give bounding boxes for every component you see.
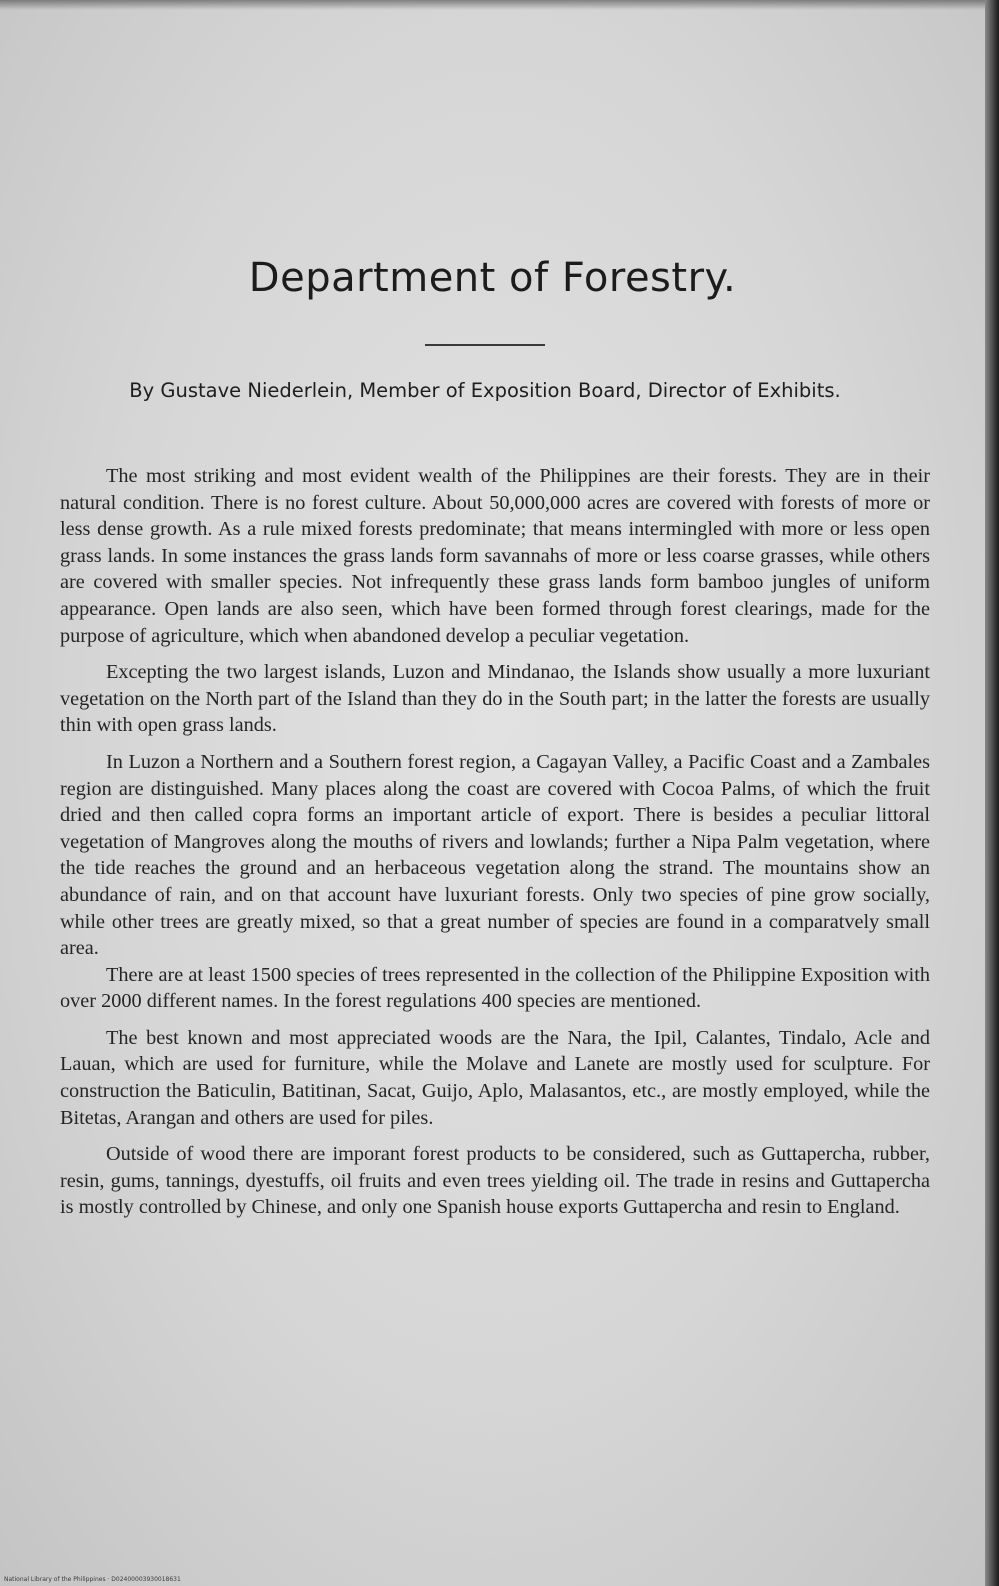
archive-credit: National Library of the Philippines · D02400003930018631 — [4, 1576, 181, 1583]
paragraph-tree-species: There are at least 1500 species of trees represented in the collection of the Philippine Exposition with over 2000 different names. In the forest regulations 400 species are mentioned. — [60, 963, 930, 1013]
paragraph-luzon-regions: In Luzon a Northern and a Southern forest region, a Cagayan Valley, a Pacific Coast and a Zambales region are distinguished. Many places along the coast are covered with Cocoa Palms, of which the fruit dried and then called copra forms an important article of export. There is besides a peculiar littoral vegetation of Mangroves along the mouths of rivers and lowlands; further a Nipa Palm vegetation, where the tide reaches the ground and an herbaceous vegetation along the strand. The mountains show an abundance of rain, and on that account have luxuriant forests. Only two species of pine grow socially, while other trees are greatly mixed, so that a great number of species are found in a comparatvely small area. — [60, 750, 930, 960]
scan-top-shadow — [0, 0, 985, 10]
scan-edge-shadow — [985, 0, 999, 1586]
title-divider — [425, 344, 545, 346]
article-body — [60, 463, 930, 1231]
paragraph-known-woods: The best known and most appreciated woods are the Nara, the Ipil, Calantes, Tindalo, Acle and Lauan, which are used for furniture, while the Molave and Lanete are mostly used for sculpture. For construction the Baticulin, Batitinan, Sacat, Guijo, Aplo, Malasantos, etc., are mostly employed, while the Bitetas, Arangan and others are used for piles. — [60, 1026, 930, 1129]
paragraph-islands-vegetation: Excepting the two largest islands, Luzon and Mindanao, the Islands show usually a more luxuriant vegetation on the North part of the Island than they do in the South part; in the latter the forests are usually thin with open grass lands. — [60, 661, 930, 737]
paragraph-forests-overview: The most striking and most evident wealth of the Philippines are their forests. They are in their natural condition. There is no forest culture. About 50,000,000 acres are covered with forests of more or less dense growth. As a rule mixed forests predominate; that means intermingled with more or less open grass lands. In some instances the grass lands form savannahs of more or less coarse grasses, while others are covered with smaller species. Not infrequently these grass lands form bamboo jungles of uniform appearance. Open lands are also seen, which have been formed through forest clearings, made for the purpose of agriculture, which when abandoned develop a peculiar vegetation. — [60, 465, 930, 647]
page-title: Department of Forestry. — [248, 255, 737, 301]
author-byline: By Gustave Niederlein, Member of Exposition Board, Director of Exhibits. — [129, 379, 841, 402]
paragraph-forest-products: Outside of wood there are imporant forest products to be considered, such as Guttapercha, rubber, resin, gums, tannings, dyestuffs, oil fruits and even trees yielding oil. The trade in resins and Guttapercha is mostly controlled by Chinese, and only one Spanish house exports Guttapercha and resin to England. — [60, 1143, 930, 1219]
